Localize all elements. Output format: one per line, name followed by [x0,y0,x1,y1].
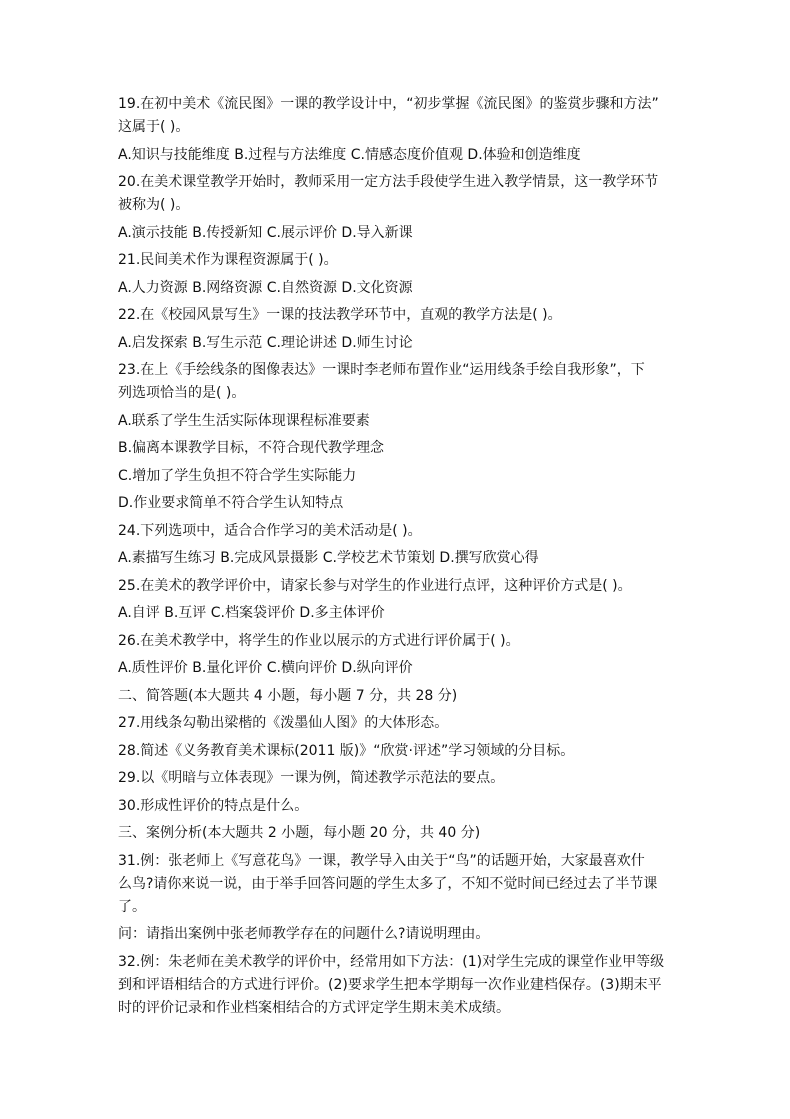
text-line: A.演示技能 B.传授新知 C.展示评价 D.导入新课 [118,224,413,241]
text-line: 列选项恰当的是( )。 [118,385,246,401]
text-line: 时的评价记录和作业档案相结合的方式评定学生期末美术成绩。 [118,999,510,1016]
question-text [118,171,688,217]
question-text [118,575,688,598]
text-line: 26.在美术教学中，将学生的作业以展示的方式进行评价属于( )。 [118,632,520,649]
text-line: A.人力资源 B.网络资源 C.自然资源 D.文化资源 [118,279,413,296]
question-text [118,359,688,405]
answer-options [118,332,688,355]
question-text [118,520,688,543]
text-line: A.联系了学生生活实际体现课程标准要素 [118,412,370,429]
text-line: 被称为( )。 [118,197,190,213]
text-line: A.质性评价 B.量化评价 C.横向评价 D.纵向评价 [118,660,413,676]
text-line: 到和评语相结合的方式进行评价。(2)要求学生把本学期每一次作业建档保存。(3)期末平 [118,976,662,993]
text-line: 么鸟?请你来说一说，由于举手回答问题的学生太多了，不知不觉时间已经过去了半节课 [118,875,658,892]
question-text [118,795,688,818]
question-text [118,923,688,946]
question-text [118,630,688,653]
answer-options [118,277,688,300]
text-line: A.知识与技能维度 B.过程与方法维度 C.情感态度价值观 D.体验和创造维度 [118,146,581,163]
text-line: 25.在美术的教学评价中，请家长参与对学生的作业进行点评，这种评价方式是( )。 [118,577,632,594]
text-line: 二、简答题(本大题共 4 小题，每小题 7 分，共 28 分) [118,687,458,704]
section-heading [118,822,688,845]
question-text [118,249,688,272]
text-line: 31.例：张老师上《写意花鸟》一课，教学导入由关于“鸟”的话题开始，大家最喜欢什 [118,852,645,869]
question-text [118,712,688,735]
text-line: B.偏离本课教学目标，不符合现代教学理念 [118,440,385,456]
text-line: 24.下列选项中，适合合作学习的美术活动是( )。 [118,522,422,539]
question-text [118,850,688,919]
answer-options [118,410,688,433]
text-line: 三、案例分析(本大题共 2 小题，每小题 20 分，共 40 分) [118,825,481,841]
answer-options [118,437,688,460]
question-text [118,740,688,763]
question-text [118,951,688,1020]
answer-options [118,144,688,167]
text-line: 27.用线条勾勒出梁楷的《泼墨仙人图》的大体形态。 [118,715,449,731]
text-line: A.自评 B.互评 C.档案袋评价 D.多主体评价 [118,605,385,621]
text-line: 这属于( )。 [118,119,190,135]
answer-options [118,547,688,570]
question-text [118,304,688,327]
text-line: 19.在初中美术《流民图》一课的教学设计中，“初步掌握《流民图》的鉴赏步骤和方法” [118,96,659,112]
text-line: 了。 [118,898,146,915]
question-text [118,93,688,139]
text-line: 21.民间美术作为课程资源属于( )。 [118,252,338,268]
text-line: C.增加了学生负担不符合学生实际能力 [118,467,357,484]
answer-options [118,222,688,245]
answer-options [118,492,688,515]
text-line: D.作业要求简单不符合学生认知特点 [118,495,344,511]
section-heading [118,685,688,708]
answer-options [118,602,688,625]
text-line: 29.以《明暗与立体表现》一课为例，简述教学示范法的要点。 [118,770,505,786]
answer-options [118,657,688,680]
text-line: 32.例：朱老师在美术教学的评价中，经常用如下方法：(1)对学生完成的课堂作业甲等级 [118,953,665,970]
text-line: 23.在上《手绘线条的图像表达》一课时李老师布置作业“运用线条手绘自我形象”，下 [118,362,645,378]
text-line: 30.形成性评价的特点是什么。 [118,797,309,814]
question-text [118,767,688,790]
text-line: A.启发探索 B.写生示范 C.理论讲述 D.师生讨论 [118,334,413,351]
text-line: A.素描写生练习 B.完成风景摄影 C.学校艺术节策划 D.撰写欣赏心得 [118,550,539,566]
text-line: 28.简述《义务教育美术课标(2011 版)》“欣赏·评述”学习领域的分目标。 [118,742,575,759]
text-line: 问：请指出案例中张老师教学存在的问题什么?请说明理由。 [118,926,490,942]
exam-document [118,93,688,1024]
answer-options [118,465,688,488]
text-line: 20.在美术课堂教学开始时，教师采用一定方法手段使学生进入教学情景，这一教学环节 [118,174,659,190]
text-line: 22.在《校园风景写生》一课的技法教学环节中，直观的教学方法是( )。 [118,307,562,323]
